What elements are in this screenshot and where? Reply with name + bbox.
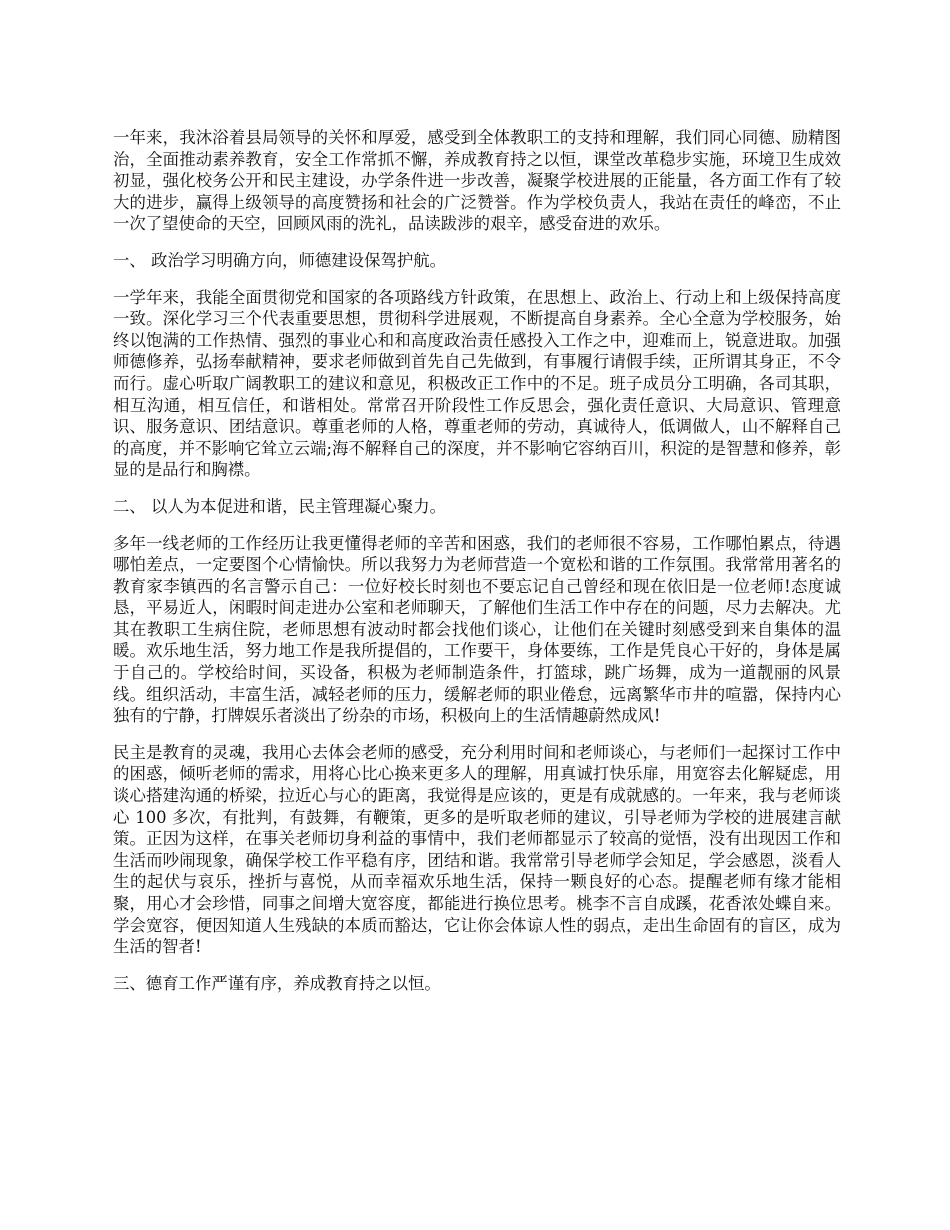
intro-paragraph: 一年来，我沐浴着县局领导的关怀和厚爱，感受到全体教职工的支持和理解，我们同心同德、励精图治，全面推动素养教育，安全工作常抓不懈，养成教育持之以恒，课堂改革稳步实施，环境卫生成效初显，强化校务公开和民主建设，办学条件进一步改善，凝聚学校进展的正能量，各方面工作有了较大的进步，赢得上级领导的高度赞扬和社会的广泛赞誉。作为学校负责人，我站在责任的峰峦，不止一次了望使命的天空，回顾风雨的洗礼，品读跋涉的艰辛，感受奋进的欢乐。 [113, 128, 841, 234]
section-1-paragraph: 一学年来，我能全面贯彻党和国家的各项路线方针政策，在思想上、政治上、行动上和上级保持高度一致。深化学习三个代表重要思想，贯彻科学进展观，不断提高自身素养。全心全意为学校服务，始终以饱满的工作热情、强烈的事业心和和高度政治责任感投入工作之中，迎难而上，锐意进取。加强师德修养，弘扬奉献精神，要求老师做到首先自己先做到，有事履行请假手续，正所谓其身正，不令而行。虚心听取广阔教职工的建议和意见，积极改正工作中的不足。班子成员分工明确，各司其职，相互沟通，相互信任，和谐相处。常常召开阶段性工作反思会，强化责任意识、大局意识、管理意识、服务意识、团结意识。尊重老师的人格，尊重老师的劳动，真诚待人，低调做人，山不解释自己的高度，并不影响它耸立云端;海不解释自己的深度，并不影响它容纳百川，积淀的是智慧和修养，彰显的是品行和胸襟。 [113, 287, 841, 480]
section-heading-2: 二、 以人为本促进和谐，民主管理凝心聚力。 [113, 496, 447, 516]
section-2-paragraph-2: 民主是教育的灵魂，我用心去体会老师的感受，充分利用时间和老师谈心，与老师们一起探讨工作中的困惑，倾听老师的需求，用将心比心换来更多人的理解，用真诚打快乐扉，用宽容去化解疑虑，用谈心搭建沟通的桥梁，拉近心与心的距离，我觉得是应该的，更是有成就感的。一年来，我与老师谈心 100 多次，有批判，有鼓舞，有鞭策，更多的是听取老师的建议，引导老师为学校的进展建言献策。正因为这样，在事关老师切身利益的事情中，我们老师都显示了较高的觉悟，没有出现因工作和生活而吵闹现象，确保学校工作平稳有序，团结和谐。我常常引导老师学会知足，学会感恩，淡看人生的起伏与哀乐，挫折与喜悦，从而幸福欢乐地生活，保持一颗良好的心态。提醒老师有缘才能相聚，用心才会珍惜，同事之间增大宽容度，都能进行换位思考。桃李不言自成蹊，花香浓处蝶自来。学会宽容，便因知道人生残缺的本质而豁达，它让你会体谅人性的弱点，走出生命固有的盲区，成为生活的智者! [113, 742, 841, 957]
section-heading-1: 一、 政治学习明确方向，师德建设保驾护航。 [113, 250, 447, 270]
document-page [113, 127, 841, 1009]
section-heading-3: 三、德育工作严谨有序，养成教育持之以恒。 [113, 973, 441, 993]
section-2-paragraph-1: 多年一线老师的工作经历让我更懂得老师的辛苦和困惑，我们的老师很不容易，工作哪怕累点，待遇哪怕差点，一定要图个心情愉快。所以我努力为老师营造一个宽松和谐的工作氛围。我常常用著名的教育家李镇西的名言警示自己：一位好校长时刻也不要忘记自己曾经和现在依旧是一位老师!态度诚恳，平易近人，闲暇时间走进办公室和老师聊天，了解他们生活工作中存在的问题，尽力去解决。尤其在教职工生病住院，老师思想有波动时都会找他们谈心，让他们在关键时刻感受到来自集体的温暖。欢乐地生活，努力地工作是我所提倡的，工作要干，身体要练，工作是凭良心干好的，身体是属于自己的。学校给时间，买设备，积极为老师制造条件，打篮球，跳广场舞，成为一道靓丽的风景线。组织活动，丰富生活，减轻老师的压力，缓解老师的职业倦怠，远离繁华市井的喧嚣，保持内心独有的宁静，打牌娱乐者淡出了纷杂的市场，积极向上的生活情趣蔚然成风! [113, 533, 841, 726]
